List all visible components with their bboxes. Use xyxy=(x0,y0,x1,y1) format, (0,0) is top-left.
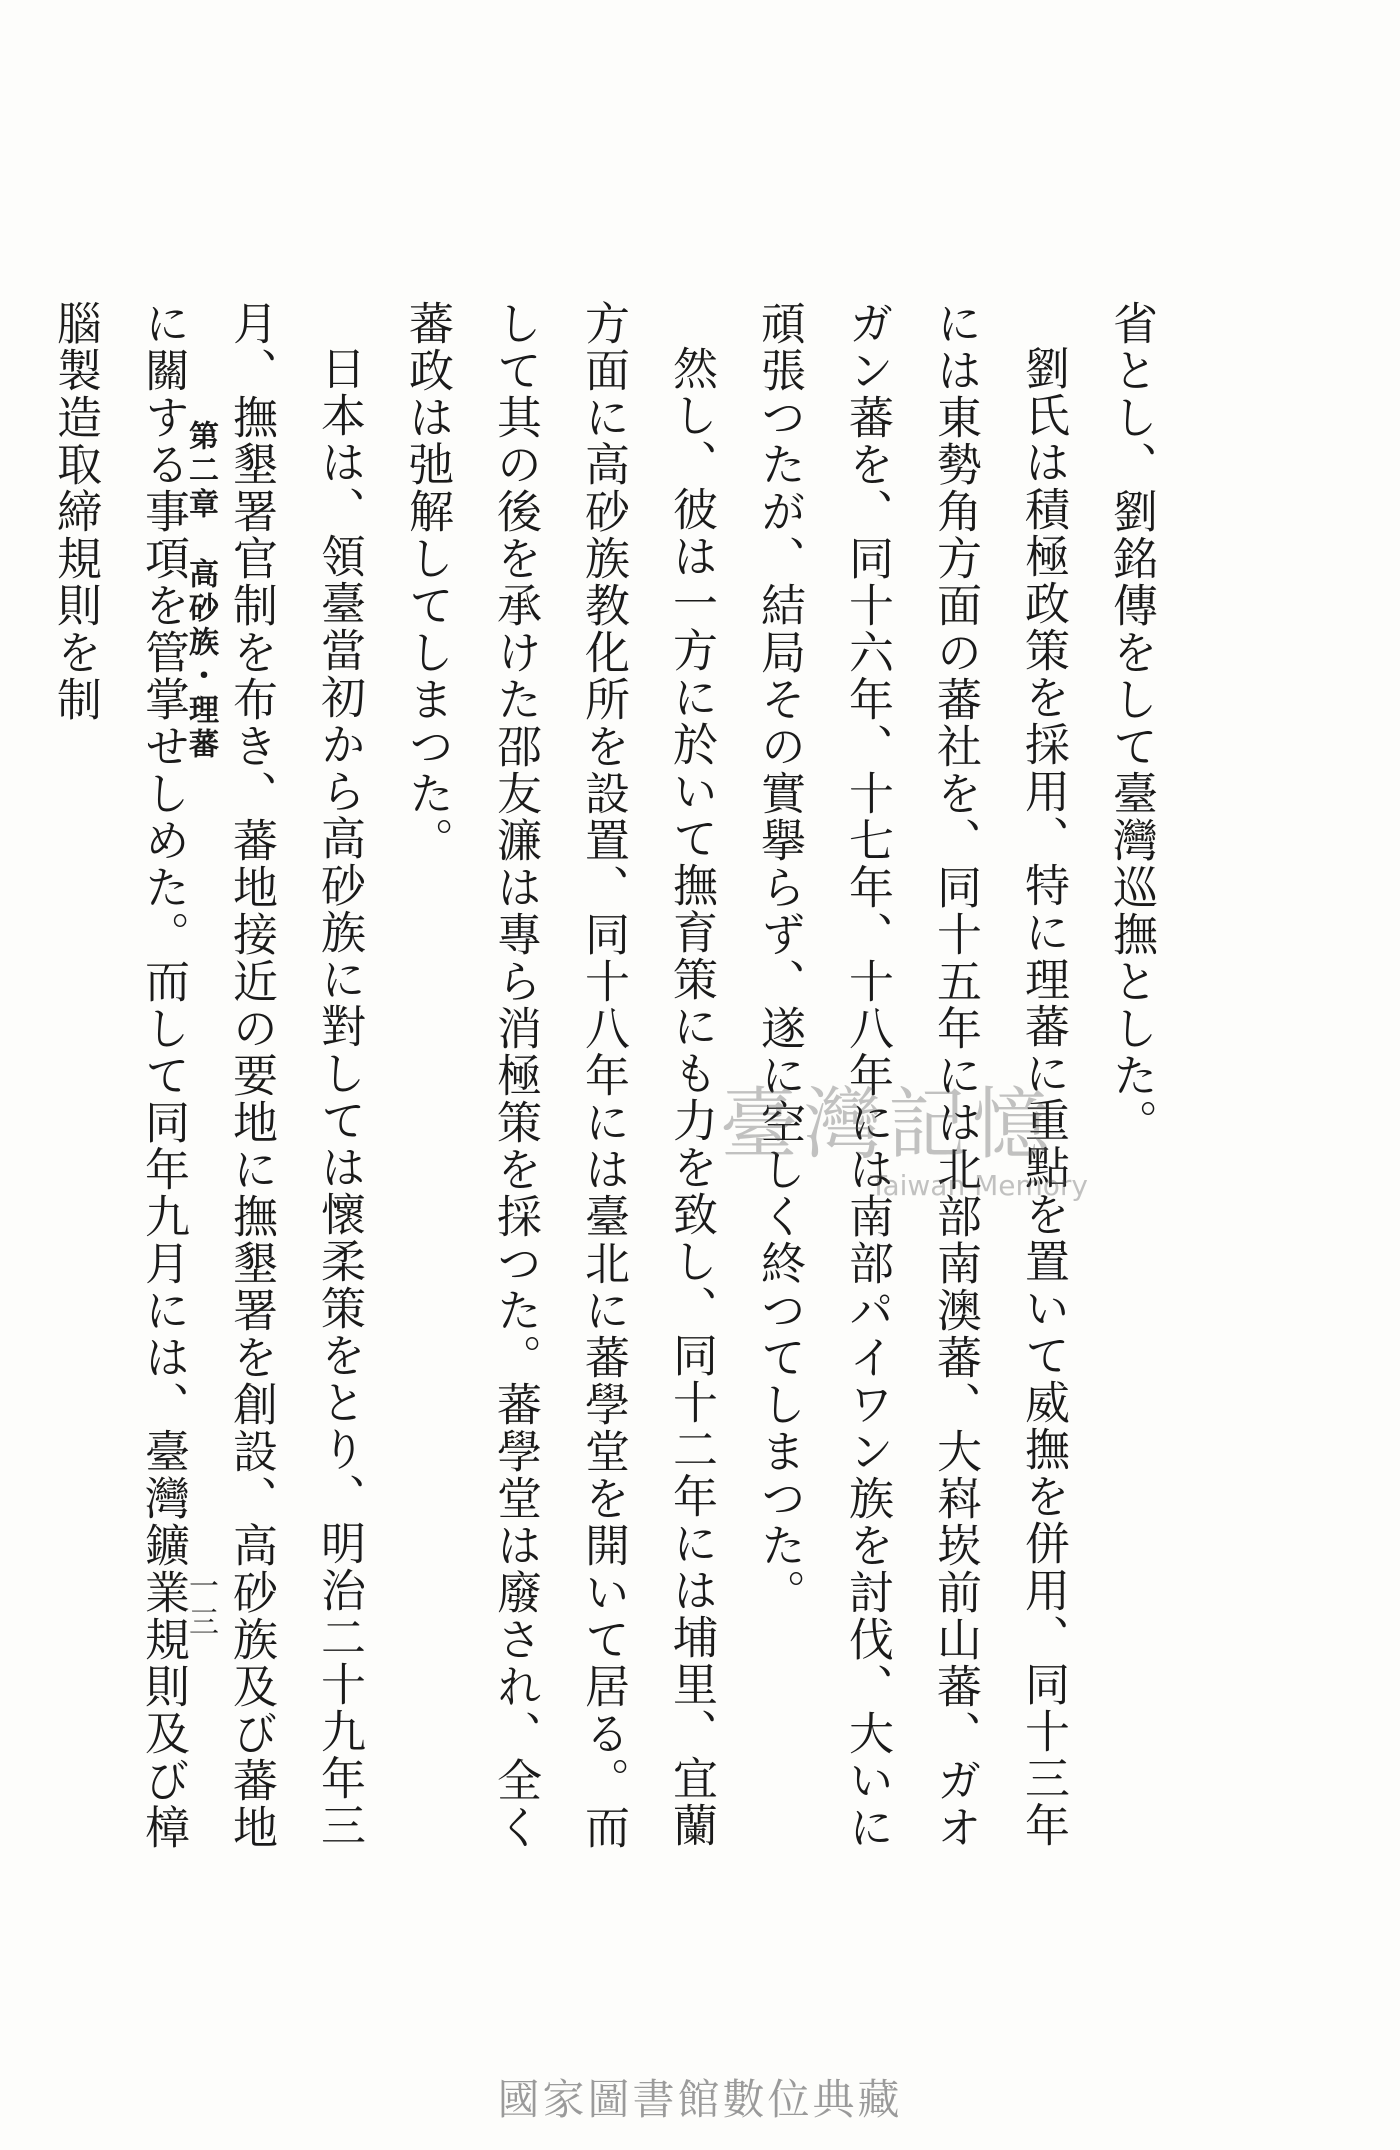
running-head xyxy=(180,420,220,762)
chapter-title-part2: 理蕃 xyxy=(183,694,218,762)
paragraph-3: 然し、彼は一方に於いて撫育策にも力を致し、同十二年には埔里、宜蘭方面に高砂族教化所を設置、同十八年には臺北に蕃學堂を開いて居る。而して其の後を承けた邵友濂は專ら消極策を採つた。蕃學堂は廢され、全く蕃政は弛解してしまつた。 xyxy=(401,300,718,1851)
watermark-title: 臺灣記憶 xyxy=(720,1080,1057,1170)
chapter-title-separator: ・ xyxy=(183,660,218,694)
paragraph-1: 省とし、劉銘傳をして臺灣巡撫とした。 xyxy=(1105,300,1158,1146)
chapter-title-part1: 高砂族 xyxy=(183,558,218,660)
watermark-subtitle: Taiwan Memory xyxy=(870,1169,1088,1202)
paragraph-4: 日本は、領臺當初から高砂族に對しては懷柔策をとり、明治二十九年三月、撫墾署官制を布き、蕃地接近の要地に撫墾署を創設、高砂族及び蕃地に關する事項を管掌せしめた。而して同年九月には、臺灣鑛業規則及び樟腦製造取締規則を制 xyxy=(49,300,366,1851)
library-credit: 國家圖書館數位典藏 xyxy=(497,2075,903,2124)
page-number: 一三 xyxy=(183,1570,218,1642)
chapter-number: 第二章 xyxy=(183,420,218,522)
paragraph-2: 劉氏は積極政策を採用、特に理蕃に重點を置いて威撫を併用、同十三年には東勢角方面の蕃社を、同十五年には北部南澳蕃、大嵙崁前山蕃、ガオガン蕃を、同十六年、十七年、十八年には南部パイワン族を討伐、大いに頑張つたが、結局その實擧らず、遂に空しく終つてしまつた。 xyxy=(753,300,1070,1851)
